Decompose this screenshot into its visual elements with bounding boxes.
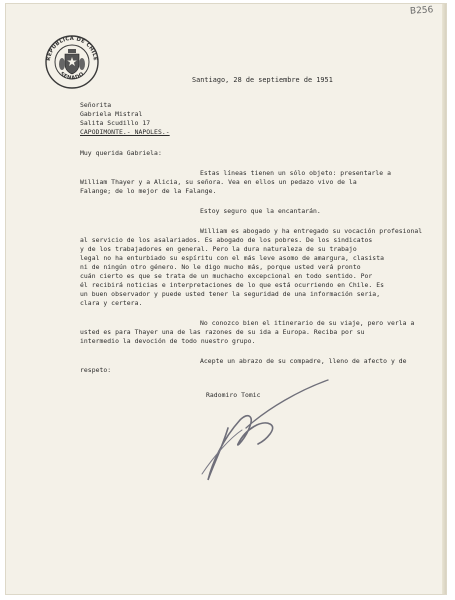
letter-page	[6, 4, 446, 594]
date-line: Santiago, 28 de septiembre de 1951	[192, 76, 333, 84]
body-line: legal no ha enturbiado su espíritu con el más leve asomo de amargura, clasista	[80, 254, 385, 262]
body-line: cuán cierto es que se trata de un muchacho excepcional en todo sentido. Por	[80, 272, 373, 280]
body-line: él recibirá noticias e interpretaciones de lo que está ocurriendo en Chile. Es	[80, 281, 385, 289]
archive-number: B256	[409, 5, 434, 17]
body-line: usted es para Thayer una de las razones de su ida a Europa. Reciba por su	[80, 328, 365, 336]
salutation: Muy querida Gabriela:	[80, 149, 162, 157]
seal-bottom-text: SENADO	[58, 71, 86, 82]
body-line: William Thayer y a Alicia, su señora. Vea en ellos un pedazo vivo de la	[80, 178, 357, 186]
body-line: al servicio de los asalariados. Es abogado de los pobres. De los sindicatos	[80, 236, 373, 244]
closing-line: Acepte un abrazo de su compadre, lleno de afecto y de	[200, 357, 407, 365]
recipient-line: Salita Scudillo 17	[80, 119, 151, 127]
handwritten-signature	[150, 368, 330, 488]
body-line: intermedio la devoción de todo nuestro grupo.	[80, 337, 256, 345]
recipient-line: Señorita	[80, 101, 112, 109]
body-line: un buen observador y puede usted tener la seguridad de una información seria,	[80, 290, 381, 298]
body-line: No conozco bien el itinerario de su viaje, pero verla a	[200, 319, 415, 327]
body-line: Estas líneas tienen un sólo objeto: presentarle a	[200, 169, 391, 177]
body-line: y de los trabajadores en general. Pero la dura naturaleza de su trabajo	[80, 245, 357, 253]
body-line: clara y certera.	[80, 299, 143, 307]
recipient-line: Gabriela Mistral	[80, 110, 143, 118]
closing-line: respeto:	[80, 366, 112, 374]
body-line: William es abogado y ha entregado su vocación profesional	[200, 227, 423, 235]
body-line: Falange; de lo mejor de la Falange.	[80, 187, 217, 195]
body-line: Estoy seguro que la encantarán.	[200, 207, 321, 215]
signatory-name: Radomiro Tomic	[206, 391, 261, 399]
body-line: ni de ningún otro género. No le digo mucho más, porque usted verá pronto	[80, 263, 361, 271]
seal-top-text: REPUBLICA DE CHILE	[45, 35, 99, 62]
recipient-city: CAPODIMONTE.- NAPOLES.-	[80, 128, 170, 136]
senate-seal	[44, 34, 100, 90]
